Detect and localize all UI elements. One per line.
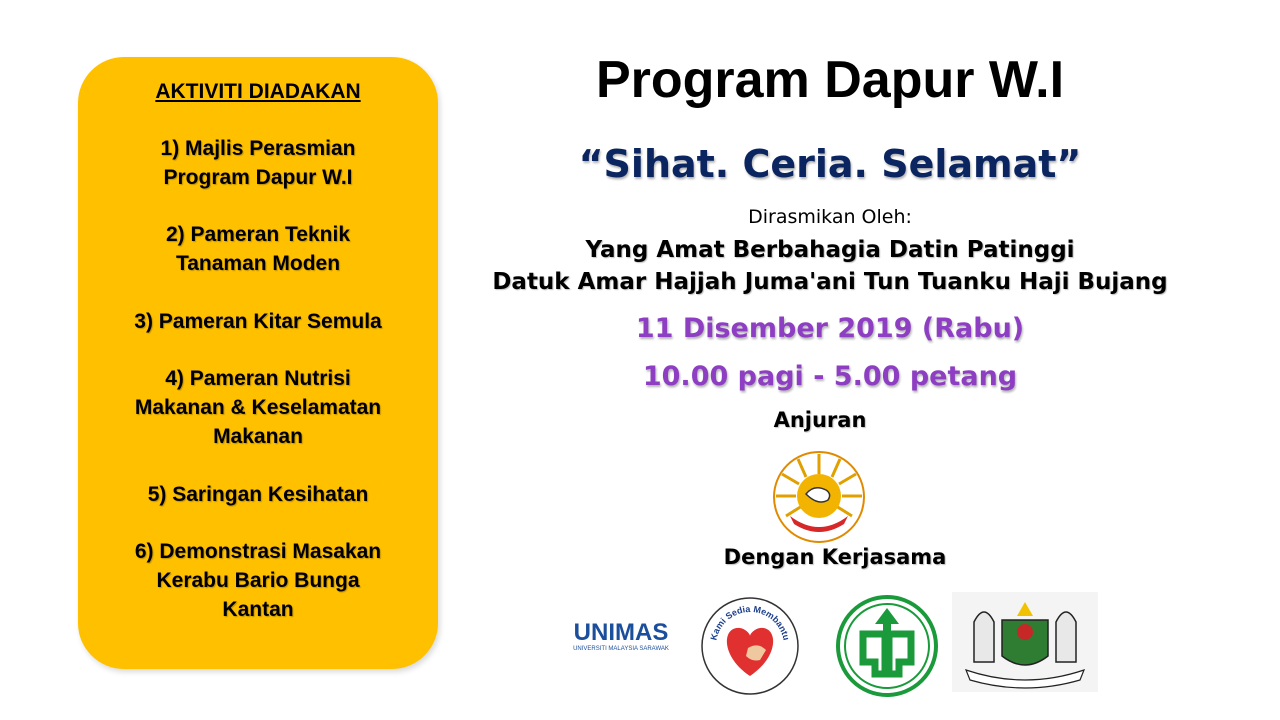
heart-logo-ring-text: Kami Sedia Membantu [708,603,792,642]
activity-item-2 [78,220,438,278]
activity-line: Tanaman Moden [175,252,341,275]
activity-line: 2) Pameran Teknik [165,223,351,246]
unimas-logo-subtext: UNIVERSITI MALAYSIA SARAWAK [573,646,669,652]
activity-item-3 [78,307,438,336]
activity-line: Kerabu Bario Bunga [156,569,360,592]
patron-line-2: Datuk Amar Hajjah Juma'ani Tun Tuanku Haji Bujang [492,269,1168,295]
organizer-sun-logo-icon [772,450,866,544]
heart-hand-logo-icon [700,596,800,696]
unimas-logo [570,620,672,672]
officiated-label: Dirasmikan Oleh: [748,206,912,228]
activity-line: 6) Demonstrasi Masakan [134,540,382,563]
green-arrow-logo-icon [835,594,939,698]
activity-item-4 [78,364,438,451]
activity-line: Program Dapur W.I [163,166,353,189]
organized-label: Anjuran [773,408,867,432]
unimas-logo-text: UNIMAS [573,619,669,646]
sarawak-crest-logo-icon [952,592,1098,692]
activity-line: 1) Majlis Perasmian [160,137,356,160]
event-title: Program Dapur W.I [595,51,1065,109]
collaboration-label: Dengan Kerjasama [723,545,947,569]
activity-line: 5) Saringan Kesihatan [147,483,369,506]
activity-line: Kantan [222,598,294,621]
event-time: 10.00 pagi - 5.00 petang [642,361,1018,392]
activity-line: 4) Pameran Nutrisi [165,367,351,390]
patron-line-1: Yang Amat Berbahagia Datin Patinggi [585,237,1075,263]
activities-title: AKTIVITI DIADAKAN [155,80,361,103]
activity-item-6 [78,537,438,624]
activity-line: Makanan & Keselamatan [134,396,382,419]
event-date: 11 Disember 2019 (Rabu) [635,313,1025,344]
activity-item-5 [78,480,438,509]
event-tagline: “Sihat. Ceria. Selamat” [578,142,1082,186]
activity-item-1 [78,134,438,192]
patron-name [480,234,1180,298]
activity-line: Makanan [213,425,303,448]
activity-line: 3) Pameran Kitar Semula [134,310,382,333]
